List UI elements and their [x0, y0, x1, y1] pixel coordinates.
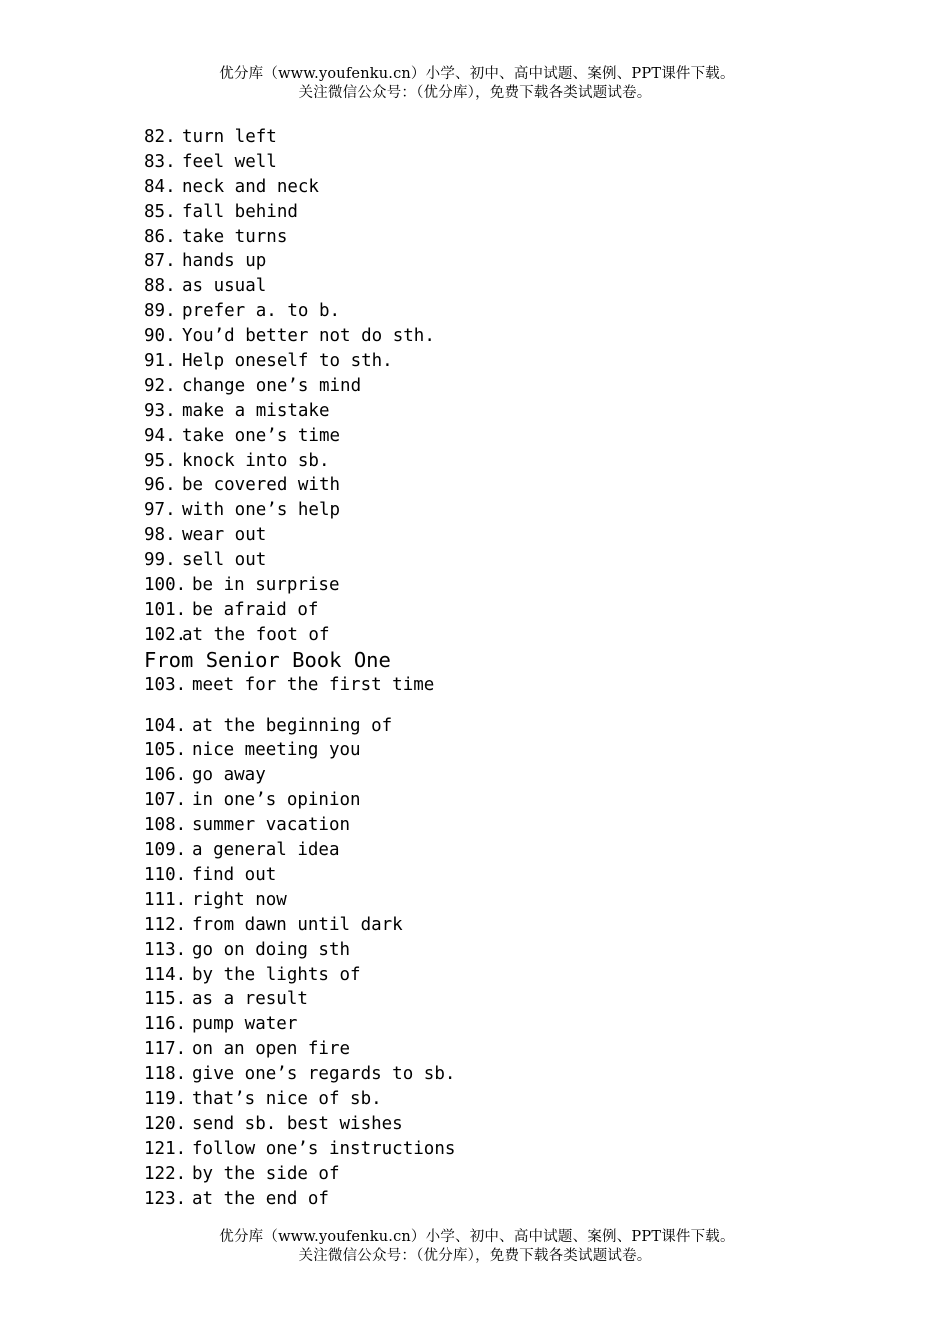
- list-item: [144, 1112, 455, 1137]
- item-number: 104.: [144, 715, 187, 736]
- item-text: prefer a. to b.: [182, 301, 341, 322]
- list-item: [144, 1012, 455, 1037]
- list-item: [144, 938, 455, 963]
- item-text: go away: [192, 765, 266, 786]
- item-number: 121.: [144, 1138, 187, 1159]
- item-number: 108.: [144, 815, 187, 836]
- list-item: [144, 963, 455, 988]
- item-number: 97.: [144, 500, 176, 521]
- list-item: [144, 424, 455, 449]
- item-text: hands up: [182, 251, 267, 272]
- list-item: [144, 324, 455, 349]
- header-banner-line1: 优分库（www.youfenku.cn）小学、初中、高中试题、案例、PPT课件下载。: [219, 66, 735, 82]
- item-number: 116.: [144, 1014, 187, 1035]
- item-number: 91.: [144, 351, 176, 372]
- list-item: [144, 349, 455, 374]
- list-item: [144, 274, 455, 299]
- list-item: [144, 449, 455, 474]
- list-item: [144, 987, 455, 1012]
- item-number: 107.: [144, 790, 187, 811]
- item-text: wear out: [182, 525, 267, 546]
- list-item: [144, 788, 455, 813]
- spacer: [144, 698, 455, 714]
- header-banner: [0, 65, 950, 103]
- item-text: at the beginning of: [192, 715, 393, 736]
- item-text: You’d better not do sth.: [182, 326, 435, 347]
- item-text: be in surprise: [192, 575, 340, 596]
- list-item: [144, 838, 455, 863]
- item-text: take one’s time: [182, 425, 341, 446]
- list-item: [144, 548, 455, 573]
- item-number: 96.: [144, 475, 176, 496]
- item-text: neck and neck: [182, 176, 319, 197]
- list-item: [144, 714, 455, 739]
- item-text: Help oneself to sth.: [182, 351, 393, 372]
- list-item: [144, 175, 455, 200]
- item-number: 118.: [144, 1064, 187, 1085]
- item-number: 122.: [144, 1163, 187, 1184]
- item-text: sell out: [182, 550, 267, 571]
- item-text: in one’s opinion: [192, 790, 361, 811]
- list-item: [144, 200, 455, 225]
- list-item: [144, 498, 455, 523]
- item-text: from dawn until dark: [192, 914, 403, 935]
- item-text: change one’s mind: [182, 375, 362, 396]
- item-text: give one’s regards to sb.: [192, 1064, 456, 1085]
- item-text: by the side of: [192, 1163, 340, 1184]
- item-number: 120.: [144, 1113, 187, 1134]
- footer-banner: [0, 1228, 950, 1266]
- footer-banner-line2: 关注微信公众号：（优分库），免费下载各类试题试卷。: [298, 1248, 652, 1264]
- list-item: [144, 813, 455, 838]
- item-text: as a result: [192, 989, 308, 1010]
- item-text: by the lights of: [192, 964, 361, 985]
- list-item: [144, 399, 455, 424]
- item-number: 115.: [144, 989, 187, 1010]
- item-text: as usual: [182, 276, 267, 297]
- item-text: turn left: [182, 127, 277, 147]
- list-item: [144, 623, 455, 648]
- list-item: [144, 573, 455, 598]
- list-item: [144, 738, 455, 763]
- item-text: with one’s help: [182, 500, 341, 521]
- item-text: knock into sb.: [182, 450, 330, 471]
- footer-banner-line1: 优分库（www.youfenku.cn）小学、初中、高中试题、案例、PPT课件下载。: [219, 1229, 735, 1245]
- item-text: fall behind: [182, 201, 298, 222]
- item-number: 106.: [144, 765, 187, 786]
- item-text: be afraid of: [192, 599, 319, 620]
- item-number: 95.: [144, 450, 176, 471]
- item-text: feel well: [182, 151, 277, 172]
- item-text: be covered with: [182, 475, 341, 496]
- list-item: [144, 598, 455, 623]
- item-number: 103.: [144, 674, 187, 695]
- phrase-list-section-2: [144, 714, 455, 1212]
- item-text: go on doing sth: [192, 939, 351, 960]
- item-number: 113.: [144, 939, 187, 960]
- item-text: take turns: [182, 226, 288, 247]
- item-number: 99.: [144, 550, 176, 571]
- list-item: [144, 1062, 455, 1087]
- item-number: 92.: [144, 375, 176, 396]
- list-item: [144, 1187, 455, 1212]
- list-item: [144, 673, 455, 698]
- item-number: 83.: [144, 151, 176, 172]
- item-text: meet for the first time: [192, 674, 435, 695]
- item-number: 89.: [144, 301, 176, 322]
- item-text: follow one’s instructions: [192, 1138, 456, 1159]
- item-number: 111.: [144, 889, 187, 910]
- item-number: 90.: [144, 326, 176, 347]
- item-text: at the end of: [192, 1188, 329, 1209]
- list-item: [144, 299, 455, 324]
- list-item: [144, 1162, 455, 1187]
- list-item: [144, 1087, 455, 1112]
- item-number: 85.: [144, 201, 176, 222]
- item-number: 82.: [144, 127, 176, 147]
- phrase-list-section-1: [144, 125, 455, 648]
- item-number: 100.: [144, 575, 187, 596]
- item-number: 102.: [144, 624, 187, 645]
- list-item: [144, 150, 455, 175]
- item-number: 112.: [144, 914, 187, 935]
- item-number: 86.: [144, 226, 176, 247]
- item-text: on an open fire: [192, 1039, 351, 1060]
- item-text: a general idea: [192, 840, 340, 861]
- item-number: 110.: [144, 864, 187, 885]
- item-number: 87.: [144, 251, 176, 272]
- list-item: [144, 473, 455, 498]
- item-number: 101.: [144, 599, 187, 620]
- phrase-list: [144, 125, 455, 1211]
- list-item: [144, 888, 455, 913]
- list-item: [144, 863, 455, 888]
- list-item: [144, 523, 455, 548]
- item-number: 105.: [144, 740, 187, 761]
- item-number: 84.: [144, 176, 176, 197]
- item-text: make a mistake: [182, 400, 330, 421]
- item-number: 98.: [144, 525, 176, 546]
- item-number: 119.: [144, 1088, 187, 1109]
- item-number: 123.: [144, 1188, 187, 1209]
- item-text: send sb. best wishes: [192, 1113, 403, 1134]
- item-number: 114.: [144, 964, 187, 985]
- list-item: [144, 249, 455, 274]
- list-item: [144, 225, 455, 250]
- list-item: [144, 125, 455, 150]
- section-heading: From Senior Book One: [144, 647, 391, 672]
- item-text: that’s nice of sb.: [192, 1088, 382, 1109]
- item-text: find out: [192, 864, 277, 885]
- list-item: [144, 1137, 455, 1162]
- header-banner-line2: 关注微信公众号：（优分库），免费下载各类试题试卷。: [298, 85, 652, 101]
- item-number: 94.: [144, 425, 176, 446]
- item-text: at the foot of: [182, 624, 330, 645]
- item-number: 88.: [144, 276, 176, 297]
- list-item: [144, 374, 455, 399]
- item-number: 93.: [144, 400, 176, 421]
- list-item: [144, 1037, 455, 1062]
- list-item: [144, 913, 455, 938]
- item-text: nice meeting you: [192, 740, 361, 761]
- item-text: pump water: [192, 1014, 298, 1035]
- item-number: 117.: [144, 1039, 187, 1060]
- item-number: 109.: [144, 840, 187, 861]
- item-text: right now: [192, 889, 287, 910]
- item-text: summer vacation: [192, 815, 351, 836]
- list-item: [144, 763, 455, 788]
